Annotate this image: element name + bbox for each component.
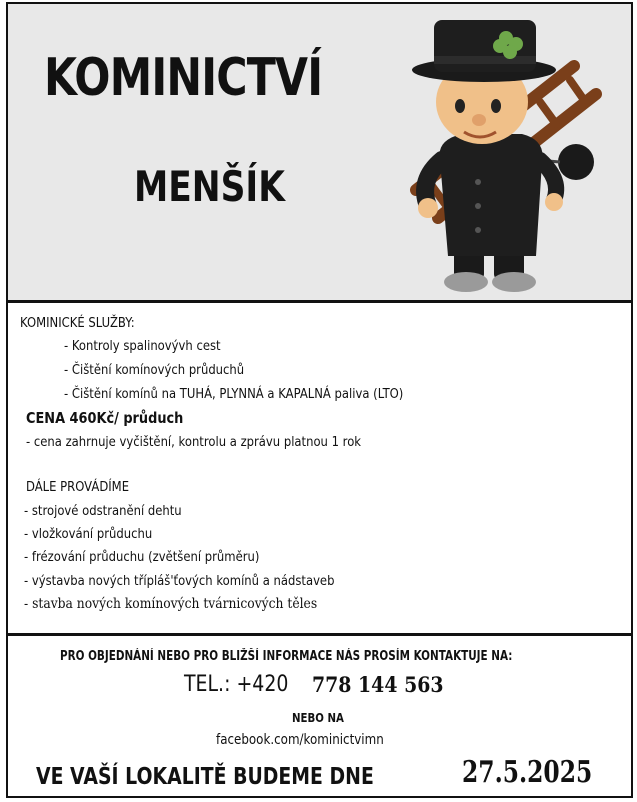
services-section [8, 303, 631, 636]
contact-section [8, 636, 631, 798]
title: KOMINICTVÍ [44, 48, 323, 108]
price: CENA 460Kč/ průduch [26, 409, 184, 427]
subtitle: MENŠÍK [134, 162, 285, 211]
visit-date: 27.5.2025 [462, 755, 593, 790]
extra-item: - strojové odstranění dehtu [24, 503, 182, 519]
facebook-link[interactable]: facebook.com/kominictvimn [216, 732, 384, 748]
tel-number: 778 144 563 [312, 672, 444, 697]
chimney-sweep-illustration [376, 10, 608, 294]
extra-item: - frézování průduchu (zvětšení průměru) [24, 549, 260, 565]
extra-item: - stavba nových komínových tvárnicových těles [24, 596, 318, 612]
tel-label: TEL.: +420 [184, 672, 289, 697]
extra-item: - výstavba nových třípláš'ťových komínů a nádstaveb [24, 573, 335, 589]
contact-intro: PRO OBJEDNÁNÍ NEBO PRO BLIŽŠÍ INFORMACE NÁS PROSÍM KONTAKTUJE NA: [60, 649, 513, 664]
price-note: - cena zahrnuje vyčištění, kontrolu a zprávu platnou 1 rok [26, 434, 362, 450]
visit-text: VE VAŠÍ LOKALITĚ BUDEME DNE [36, 764, 374, 790]
or-label: NEBO NA [292, 711, 344, 725]
service-item: - Kontroly spalinovývh cest [64, 338, 221, 354]
header [8, 4, 631, 303]
service-item: - Čištění komínů na TUHÁ, PLYNNÁ a KAPALNÁ paliva (LTO) [64, 386, 404, 402]
service-item: - Čištění komínových průduchů [64, 362, 245, 378]
extra-heading: DÁLE PROVÁDÍME [26, 479, 130, 495]
extra-item: - vložkování průduchu [24, 526, 153, 542]
flyer [6, 2, 633, 798]
services-heading: KOMINICKÉ SLUŽBY: [20, 315, 135, 331]
